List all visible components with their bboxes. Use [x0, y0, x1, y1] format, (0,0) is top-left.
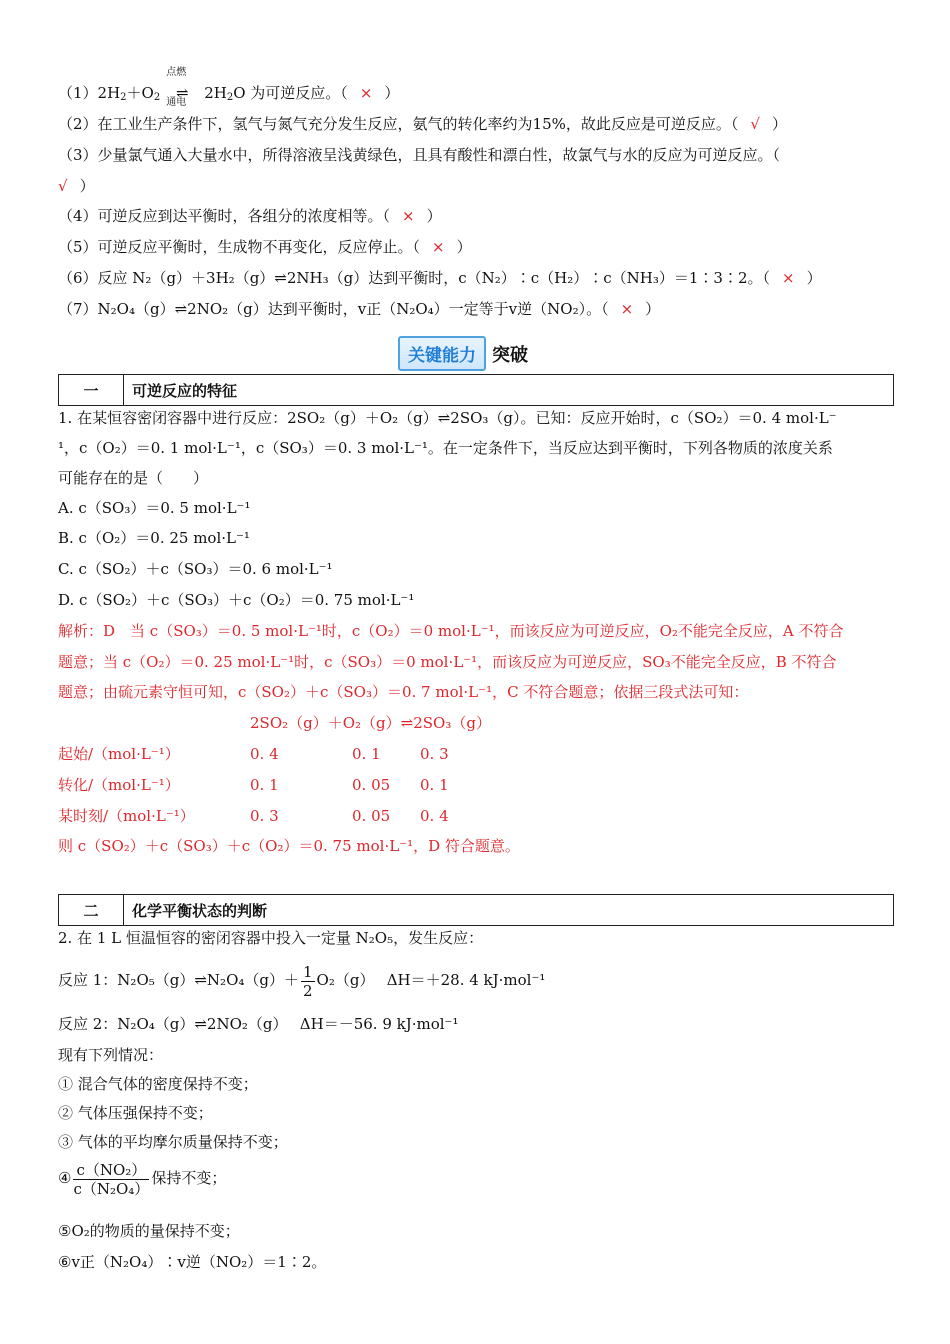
analysis-equation: 2SO₂（g）＋O₂（g）⇌2SO₃（g） [250, 714, 491, 732]
judgment-3: （3）少量氯气通入大量水中，所得溶液呈浅黄绿色，且具有酸性和漂白性，故氯气与水的反应为可逆反应。（ [58, 146, 781, 164]
section-banner [398, 336, 528, 371]
analysis-line: 解析：D 当 c（SO₃）＝0. 5 mol·L⁻¹时，c（O₂）＝0 mol·L⁻¹，而该反应为可逆反应，O₂不能完全反应，A 不符合 [58, 622, 844, 640]
row-value: 0. 1 [352, 745, 381, 763]
answer-mark: √ [58, 177, 68, 195]
condition-4: ④ $\frac{\text{c（NO₂）}}{\text{c（N₂O₄）}}$ 保持不变； [58, 1160, 227, 1198]
section-title: 化学平衡状态的判断 [132, 901, 268, 920]
analysis-conclusion: 则 c（SO₂）＋c（SO₃）＋c（O₂）＝0. 75 mol·L⁻¹，D 符合题意。 [58, 837, 520, 855]
condition-2: ② 气体压强保持不变； [58, 1104, 213, 1122]
section-number: 一 [59, 375, 124, 405]
answer-mark: × [402, 207, 415, 225]
reaction-2: 反应 2：N₂O₄（g）⇌2NO₂（g） ΔH＝－56. 9 kJ·mol⁻¹ [58, 1015, 459, 1033]
analysis-line: 题意；当 c（O₂）＝0. 25 mol·L⁻¹时，c（SO₃）＝0 mol·L⁻¹，而该反应为可逆反应，SO₃不能完全反应，B 不符合 [58, 653, 837, 671]
problem1-stem: 可能存在的是（ ） [58, 469, 209, 487]
judgment-3-cont: √ ） [58, 177, 95, 195]
answer-mark: × [432, 238, 445, 256]
row-value: 0. 1 [420, 776, 449, 794]
answer-mark: × [782, 269, 795, 287]
problem1-stem: ¹，c（O₂）＝0. 1 mol·L⁻¹，c（SO₃）＝0. 3 mol·L⁻¹。在一定条件下，当反应达到平衡时，下列各物质的浓度关系 [58, 439, 833, 457]
condition-3: ③ 气体的平均摩尔质量保持不变； [58, 1133, 288, 1151]
option-a: A. c（SO₃）＝0. 5 mol·L⁻¹ [58, 499, 251, 517]
problem1-stem: 1. 在某恒容密闭容器中进行反应：2SO₂（g）＋O₂（g）⇌2SO₃（g）。已知：反应开始时，c（SO₂）＝0. 4 mol·L⁻ [58, 409, 837, 427]
row-label: 某时刻/（mol·L⁻¹） [58, 807, 195, 825]
answer-mark: √ [750, 115, 760, 133]
row-value: 0. 05 [352, 776, 391, 794]
fraction-ratio: $\frac{\text{c（NO₂）}}{\text{c（N₂O₄）}}$ [73, 1160, 150, 1198]
row-value: 0. 3 [250, 807, 279, 825]
section-number: 二 [59, 895, 124, 925]
row-value: 0. 1 [250, 776, 279, 794]
row-label: 转化/（mol·L⁻¹） [58, 776, 180, 794]
judgment-5: （5）可逆反应平衡时，生成物不再变化，反应停止。（ × ） [58, 238, 472, 256]
condition-5: ⑤O₂的物质的量保持不变； [58, 1222, 240, 1240]
section-title: 可逆反应的特征 [132, 381, 238, 400]
answer-mark: × [359, 84, 373, 102]
section-header-1 [58, 374, 894, 406]
judgment-1: $(1)2H_2+O_2$ 点燃 ⇌ 通电 $2H_2O$ 为可逆反应。（ × ） [58, 67, 400, 108]
row-label: 起始/（mol·L⁻¹） [58, 745, 180, 763]
judgment-7: （7）N₂O₄（g）⇌2NO₂（g）达到平衡时，v正（N₂O₄）一定等于v逆（NO₂）。（ × ） [58, 300, 661, 318]
conditions-intro: 现有下列情况： [58, 1046, 164, 1064]
judgment-6: （6）反应 N₂（g）＋3H₂（g）⇌2NH₃（g）达到平衡时，c（N₂）∶c（H₂）∶c（NH₃）＝1∶3∶2。（ × ） [58, 269, 822, 287]
row-value: 0. 05 [352, 807, 391, 825]
row-value: 0. 3 [420, 745, 449, 763]
reaction-1: 反应 1：N₂O₅（g）⇌N₂O₄（g）＋ $\frac{1}{2}$ O₂（g） ΔH＝＋28. 4 kJ·mol⁻¹ [58, 962, 546, 1000]
section-header-2 [58, 894, 894, 926]
problem2-stem: 2. 在 1 L 恒温恒容的密闭容器中投入一定量 N₂O₅，发生反应： [58, 929, 484, 947]
fraction-half: $\frac{1}{2}$ [302, 962, 313, 1000]
answer-mark: × [620, 300, 634, 318]
reaction-condition: 点燃 ⇌ 通电 [166, 67, 189, 108]
option-c: C. c（SO₂）＋c（SO₃）＝0. 6 mol·L⁻¹ [58, 560, 333, 578]
condition-1: ① 混合气体的密度保持不变； [58, 1075, 258, 1093]
banner-tail: 突破 [492, 344, 528, 366]
row-value: 0. 4 [420, 807, 449, 825]
analysis-line: 题意；由硫元素守恒可知，c（SO₂）＋c（SO₃）＝0. 7 mol·L⁻¹，C 不符合题意；依据三段式法可知： [58, 683, 749, 701]
option-d: D. c（SO₂）＋c（SO₃）＋c（O₂）＝0. 75 mol·L⁻¹ [58, 591, 415, 609]
judgment-2: （2）在工业生产条件下，氢气与氮气充分发生反应，氨气的转化率约为15%，故此反应是可逆反应。（ √ ） [58, 115, 787, 133]
condition-6: ⑥v正（N₂O₄）∶v逆（NO₂）＝1∶2。 [58, 1253, 327, 1271]
judgment-4: （4）可逆反应到达平衡时，各组分的浓度相等。（ × ） [58, 207, 442, 225]
row-value: 0. 4 [250, 745, 279, 763]
option-b: B. c（O₂）＝0. 25 mol·L⁻¹ [58, 529, 250, 547]
banner-pill: 关键能力 [398, 336, 486, 371]
